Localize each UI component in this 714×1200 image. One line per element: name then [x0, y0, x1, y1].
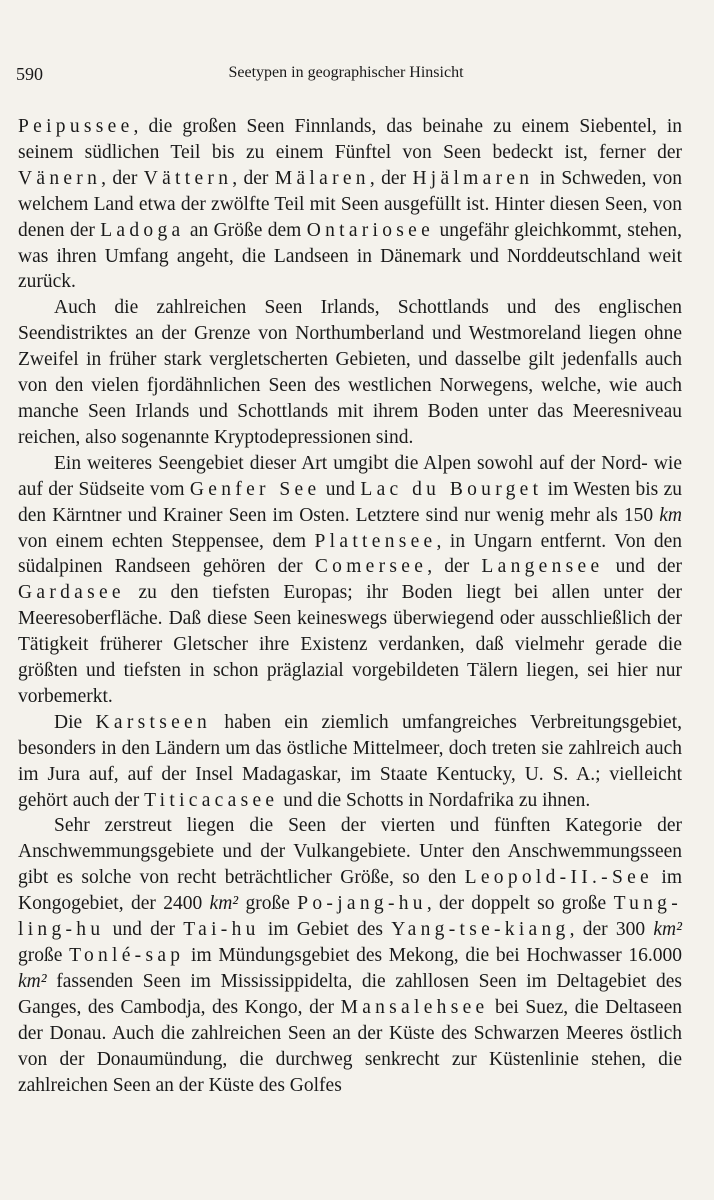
text-run: , der: [369, 167, 413, 189]
text-run: bei Suez, die Deltaseen der Donau. Auch die zahlreichen Seen an der Küste des Schwarzen Meeres östlich von der Donaumündung, die durchweg senkrecht zur Küstenlinie stehen, die zahlreichen Seen an der Küste des Golfes: [18, 996, 682, 1096]
spaced-term: Vättern: [143, 167, 233, 189]
text-run: Auch die zahlreichen Seen Irlands, Schottlands und des englischen Seendistriktes an der Grenze von Northumberland und Westmoreland liegen ohne Zweifel in früher stark vergletscherten Gebieten, und dasselbe gilt jedenfalls auch von den vielen fjordähnlichen Seen des westlichen Norwegens, welche, wie auch manche Seen Irlands und Schottlands mit ihrem Boden unter das Meeresniveau reichen, also sogenannte Kryptodepressionen sind.: [18, 297, 682, 448]
spaced-term: Hjälmaren: [412, 167, 534, 189]
text-run: und die Schotts in Nordafrika zu ihnen.: [278, 789, 591, 811]
spaced-term: Mälaren: [274, 167, 370, 189]
text-run: ungefähr gleichkommt, stehen, was ihren Umfang angeht, die Landseen in Dänemark und Norddeutschland weit zurück.: [18, 219, 682, 293]
spaced-term: Po-jang-hu: [297, 893, 427, 915]
text-run: große: [238, 893, 298, 915]
text-run: von einem echten Steppensee, dem: [18, 530, 315, 552]
text-run: haben ein ziemlich umfangreiches Verbreitungsgebiet, besonders in den Ländern um das östliche Mittelmeer, doch treten sie zahlreich auch im Jura auf, auf der Insel Madagaskar, im Staate Kentucky, U. S. A.; vielleicht gehört auch der: [18, 711, 682, 811]
text-run: , die großen Seen Finnlands, das beinahe zu einem Siebentel, in seinem südlichen Teil bis zu einem Fünftel von Seen bedeckt ist, ferner der: [18, 116, 682, 163]
spaced-term: Tung-ling-hu: [18, 893, 682, 941]
text-run: fassenden Seen im Mississippidelta, die zahllosen Seen im Deltagebiet des Ganges, des Cambodja, des Kongo, der: [18, 970, 682, 1018]
text-run: Die: [54, 711, 96, 733]
paragraph: [18, 710, 682, 814]
text-run: , der 300: [569, 919, 654, 941]
spaced-term: Tonlé-sap: [69, 945, 185, 966]
text-run: , der: [101, 167, 144, 189]
text-run: , in Ungarn entfernt. Von den südalpinen Randseen gehören der: [18, 530, 683, 578]
unit-text: km²: [653, 919, 682, 941]
spaced-term: Ontariosee: [306, 219, 435, 241]
page-header: [16, 60, 676, 90]
text-run: im Kongogebiet, der 2400: [18, 867, 682, 915]
text-run: , der doppelt so große: [426, 893, 614, 915]
text-run: zu den tiefsten Europas; ihr Boden liegt bei allen unter der Meeresoberfläche. Daß diese Seen keineswegs überwiegend oder ausschließlich der Tätigkeit früherer Gletscher ihre Existenz verdanken, daß vielmehr gerade die größten und tiefsten in schon präglazial vorgebildeten Tälern liegen, sei hier nur vorbemerkt.: [18, 582, 682, 707]
text-run: und der: [603, 556, 683, 578]
text-run: , der: [232, 167, 275, 189]
spaced-term: Genfer See: [189, 478, 321, 500]
text-run: und der: [104, 919, 184, 941]
running-title: Seetypen in geographischer Hinsicht: [228, 64, 464, 81]
paragraph: [18, 451, 682, 710]
spaced-term: Gardasee: [18, 582, 125, 604]
spaced-term: Vänern: [18, 167, 102, 189]
text-run: im Gebiet des: [259, 919, 392, 941]
paragraph: [18, 114, 682, 295]
spaced-term: Karstseen: [95, 711, 212, 733]
text-run: große: [18, 945, 70, 966]
paragraph: [18, 813, 682, 1098]
unit-text: km²: [209, 893, 239, 915]
spaced-term: Tai-hu: [183, 919, 260, 941]
spaced-term: Yang-tse-kiang: [391, 919, 570, 941]
text-run: im Mündungsgebiet des Mekong, die bei Hochwasser 16.000: [184, 945, 683, 966]
spaced-term: Ladoga: [100, 219, 185, 241]
text-run: in Schweden, von welchem Land etwa der zwölfte Teil mit Seen ausgefüllt ist. Hinter diesen Seen, von denen der: [18, 167, 682, 241]
spaced-term: Langensee: [481, 556, 604, 578]
text-run: im Westen bis zu den Kärntner und Krainer Seen im Osten. Letztere sind nur wenig mehr als 150: [18, 478, 682, 526]
body-text: [18, 114, 682, 1098]
spaced-term: Plattensee: [314, 530, 437, 552]
unit-text: km: [659, 504, 682, 526]
spaced-term: Comersee: [314, 556, 428, 578]
text-run: Sehr zerstreut liegen die Seen der vierten und fünften Kategorie der Anschwemmungsgebiete und der Vulkangebiete. Unter den Anschwemmungsseen gibt es solche von recht beträchtlicher Größe, so den: [18, 815, 682, 889]
text-run: an Größe dem: [184, 219, 307, 241]
spaced-term: Leopold-II.-See: [464, 867, 653, 889]
spaced-term: Peipussee: [18, 116, 134, 137]
spaced-term: Titicacasee: [144, 789, 279, 811]
paragraph: [18, 295, 682, 450]
page-number: 590: [16, 64, 43, 84]
unit-text: km²: [18, 970, 47, 992]
spaced-term: Mansalehsee: [340, 996, 489, 1018]
spaced-term: Lac du Bourget: [360, 478, 543, 500]
text-run: Ein weiteres Seengebiet dieser Art umgibt die Alpen sowohl auf der Nord- wie auf der Südseite vom: [18, 452, 682, 500]
text-run: und: [320, 478, 361, 500]
text-run: , der: [427, 556, 482, 578]
